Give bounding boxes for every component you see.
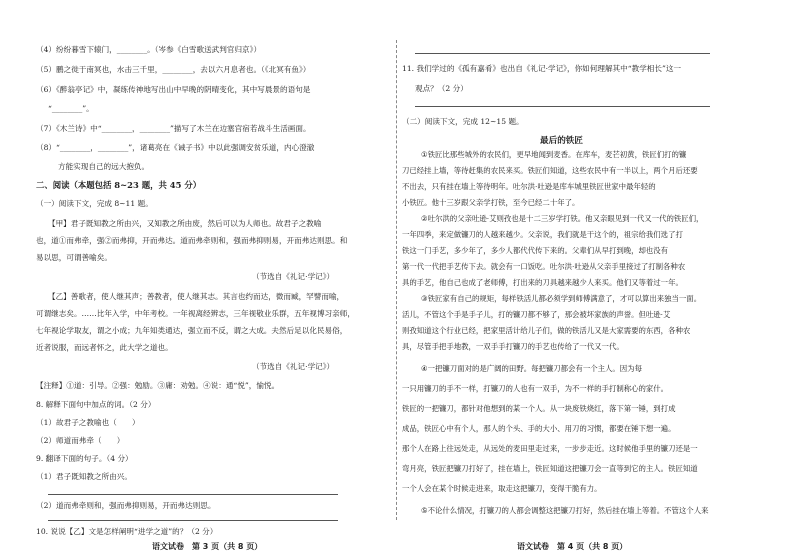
answer-line: [415, 106, 710, 107]
part-1-heading: （一）阅读下文，完成 8~11 题。: [36, 199, 153, 208]
page-footer: 语文试卷 第 4 页（共 8 页）: [517, 542, 628, 551]
paragraph-1-line3: 不出去，只有挂在墙上等待明年。吐尔洪·吐逊是库车城里铁匠世家中最年轻的: [402, 182, 656, 191]
paragraph-1-line1: ①铁匠比那些城外的农民们，更早地闻到麦香。在库车，麦芒初黄，铁匠们打的镰: [421, 150, 687, 159]
paragraph-4-line2: 一只用镰刀的手不一样，打镰刀的人也有一双手，为不一样的手打制称心的家什。: [402, 384, 669, 393]
question-9-item2: （2）道而弗牵则和，强而弗抑则易，开而弗达则思。: [36, 501, 216, 510]
paragraph-2-line3: 铁这一门手艺，多少年了，多少人都代代传下来的。父辈们从早打到晚，却也没有: [402, 246, 669, 255]
paragraph-1-line2: 刀已经挂上墙，等待赶集的农民来买。铁匠们知道，这些农民中有一半以上，两个月后还要: [402, 166, 698, 175]
paragraph-4-line6: 弯月亮，铁匠把镰刀打好了，挂在墙上，铁匠知道这把镰刀会一直等到它的主人。铁匠知道: [402, 464, 698, 473]
question-8-line2: 方能实现自己的远大抱负。: [58, 162, 150, 171]
text-jia-line3: 易以思，可谓善喻矣。: [36, 253, 112, 262]
paragraph-2-line2: 一年四季，来定做镰刀的人越来越少。父亲说，我们就是干这个的，祖宗给我们选了打: [402, 230, 683, 239]
text-yi-line1: 【乙】善歌者，使人继其声；善教者，使人继其志。其言也约而达，微而臧，罕譬而喻，: [48, 292, 345, 301]
paragraph-1-line4: 小铁匠。他十三岁跟父亲学打铁，至今已经二十年了。: [402, 198, 580, 207]
annotation-note: 【注释】①道：引导。②强：勉励。③庸：劝勉。④说：通“悦”，愉悦。: [36, 381, 280, 390]
answer-line: [415, 53, 710, 54]
question-8-prompt: 8. 解释下面句中加点的词。（2 分）: [36, 400, 156, 409]
paragraph-4-line1: ④一把镰刀面对的是广阔的田野。每把镰刀都会有一个主人。因为每: [421, 364, 642, 373]
paragraph-3-line4: 具，尽管手把手地教，一双手手打镰刀的手艺也传给了一代又一代。: [402, 342, 624, 351]
article-title: 最后的铁匠: [540, 136, 583, 146]
question-7: （7）《木兰诗》中“________，________”描写了木兰在边塞宫宿若战斗生活画面。: [36, 124, 311, 133]
paragraph-2-line5: 具的手艺，他自己也成了老师傅，打出来的刀具越来越少人来买。他们又等着过一年。: [402, 278, 683, 287]
source-note-1: （节选自《礼记·学记》）: [252, 272, 335, 281]
part-2-heading: （二）阅读下文，完成 12~15 题。: [402, 117, 524, 126]
paragraph-2-line1: ②吐尔洪的父亲吐逊·艾则孜也是十二三岁学打铁。他又亲眼见到一代又一代的铁匠们，: [421, 214, 704, 223]
paragraph-3-line2: 活儿，不管这个手是手子儿，打的镰刀都不够了，那会被坏家族的声誉。但吐逊·艾: [402, 310, 671, 319]
answer-line: [48, 494, 338, 495]
text-yi-line4: 近者说服，而远者怀之，此大学之道也。: [36, 343, 173, 352]
source-note-2: （节选自《礼记·学记》）: [252, 362, 335, 371]
text-jia-line1: 【甲】君子既知教之所由兴，又知教之所由废，然后可以为人师也。故君子之教喻: [48, 219, 322, 228]
question-9-item1: （1）君子既知教之所由兴。: [36, 472, 132, 481]
question-9-prompt: 9. 翻译下面的句子。（4 分）: [36, 454, 133, 463]
page-4: [397, 0, 794, 560]
question-11-line1: 11. 我们学过的《孤有嘉肴》也出自《礼记·学记》，你如何理解其中“教学相长”这一: [402, 64, 682, 73]
paragraph-4-line4: 成品，铁匠心中有个人，那人的个头、手的大小、用刀的习惯，都要在锤下想一遍。: [402, 424, 676, 433]
question-6-line2: “________”。: [48, 104, 94, 113]
answer-line: [48, 520, 338, 521]
page-footer: 语文试卷 第 3 页（共 8 页）: [152, 542, 263, 551]
question-5: （5）鹏之徙于南冥也，水击三千里，________，去以六月息者也。（《北冥有鱼》）: [36, 65, 311, 74]
text-yi-line3: 七年视论学取友，谓之小成；九年知类通达，强立而不反，谓之大成。夫然后足以化民易俗，: [36, 326, 348, 335]
text-jia-line2: 也，道①而弗牵，强②而弗抑，开而弗达。道而弗牵则和，强而弗抑则易，开而弗达则思。和: [36, 236, 348, 245]
question-11-line2: 观点？（2 分）: [415, 84, 468, 93]
question-8-line1: （8）“________，________”，诸葛亮在《诫子书》中以此强调安贫乐道，内心澄澈: [36, 143, 315, 152]
paragraph-3-line3: 则孜知道这个行业已经，把家里活计给儿子们，做的铁活儿又是大家需要的东西，各种农: [402, 326, 691, 335]
paragraph-4-line3: 铁匠的一把镰刀，都针对他想到的某一个人。从一块废铁烧红，落下第一锤，到打成: [402, 404, 676, 413]
question-6-line1: （6）《醉翁亭记》中，凝练传神地写出山中早晚的阴晴变化，其中写晨景的语句是: [36, 85, 311, 94]
question-8-item1: （1）故君子之教喻也（ ）: [36, 418, 140, 427]
text-yi-line2: 可谓继志矣。……比年入学，中年考校。一年视离经辨志，三年视敬业乐群，五年视博习亲师，: [36, 309, 355, 318]
paragraph-4-line5: 那个人在路上往远处走，从远处的麦田里走过来，一步步走近。这时候他手里的镰刀还是一: [402, 444, 698, 453]
section-2-heading: 二、阅读（本题包括 8~23 题，共 45 分）: [36, 180, 202, 190]
question-8-item2: （2）师道而弗牵（ ）: [36, 436, 125, 445]
paragraph-4-line7: 一个人会在某个时候走进来，取走这把镰刀，变得干脆有力。: [402, 484, 602, 493]
paragraph-2-line4: 第一代一代把手艺传下去。就会有一口饭吃。吐尔洪·吐逊从父亲手里接过了打制各种农: [402, 262, 686, 271]
paragraph-5-line1: ⑤不论什么情况，打镰刀的人都会调整这把镰刀打好，然后挂在墙上等着。不管这个人来: [421, 506, 709, 515]
question-10: 10. 说说【乙】文是怎样阐明“进学之道”的？（2 分）: [36, 527, 218, 536]
question-4: （4）纷纷暮雪下辕门，________。（岑参《白雪歌送武判官归京》）: [36, 45, 262, 54]
paragraph-3-line1: ③铁匠家有自己的规矩，每样铁活儿都必须学到师傅满意了，才可以算出来独当一面。: [421, 294, 702, 303]
